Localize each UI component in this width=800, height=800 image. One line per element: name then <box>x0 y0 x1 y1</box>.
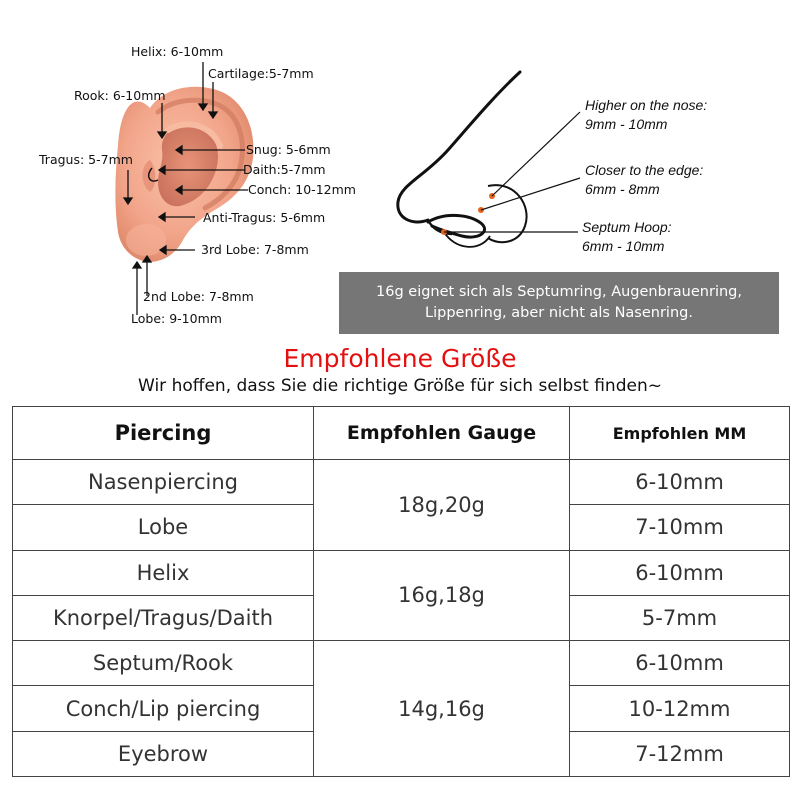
cell-mm: 5-7mm <box>570 595 790 640</box>
cell-gauge-group: 14g,16g <box>314 641 570 777</box>
table-row <box>13 460 790 505</box>
nose-diagram <box>340 0 800 280</box>
cell-piercing: Helix <box>13 550 314 595</box>
page-subtitle: Wir hoffen, dass Sie die richtige Größe für sich selbst finden~ <box>138 376 662 396</box>
cell-piercing: Conch/Lip piercing <box>13 686 314 731</box>
ear-label-conch: Conch: 10-12mm <box>248 182 356 197</box>
nose-label-higher: Higher on the nose: 9mm - 10mm <box>585 97 708 132</box>
size-table <box>12 406 790 777</box>
cell-mm: 10-12mm <box>570 686 790 731</box>
cell-piercing: Nasenpiercing <box>13 460 314 505</box>
page-title: Empfohlene Größe <box>283 344 517 373</box>
cell-mm: 6-10mm <box>570 460 790 505</box>
nose-label-edge: Closer to the edge: 6mm - 8mm <box>585 162 704 197</box>
ear-label-helix: Helix: 6-10mm <box>131 44 224 59</box>
cell-piercing: Knorpel/Tragus/Daith <box>13 595 314 640</box>
nose-profile <box>398 72 520 222</box>
header-mm: Empfohlen MM <box>570 407 790 460</box>
header-piercing: Piercing <box>13 407 314 460</box>
diagram-area <box>0 0 800 340</box>
cell-mm: 7-12mm <box>570 731 790 776</box>
table-row <box>13 550 790 595</box>
cell-mm: 6-10mm <box>570 641 790 686</box>
ear-label-tragus: Tragus: 5-7mm <box>39 152 133 167</box>
cell-gauge-group: 16g,18g <box>314 550 570 641</box>
nose-label-septum: Septum Hoop: 6mm - 10mm <box>582 219 672 254</box>
ear-label-rook: Rook: 6-10mm <box>74 88 166 103</box>
note-line-2: Lippenring, aber nicht als Nasenring. <box>425 305 693 321</box>
ear-label-second-lobe: 2nd Lobe: 7-8mm <box>143 289 254 304</box>
ear-label-lobe: Lobe: 9-10mm <box>131 311 222 326</box>
nostril <box>428 215 485 237</box>
cell-piercing: Eyebrow <box>13 731 314 776</box>
cell-piercing: Lobe <box>13 505 314 550</box>
cell-mm: 7-10mm <box>570 505 790 550</box>
cell-mm: 6-10mm <box>570 550 790 595</box>
ear-label-daith: Daith:5-7mm <box>243 162 326 177</box>
cell-gauge-group: 18g,20g <box>314 460 570 551</box>
note-box <box>339 272 779 334</box>
header-gauge: Empfohlen Gauge <box>314 407 570 460</box>
note-line-1: 16g eignet sich als Septumring, Augenbrauenring, <box>376 284 742 300</box>
ear-label-cartilage: Cartilage:5-7mm <box>208 66 314 81</box>
table-row <box>13 641 790 686</box>
ear-label-anti-tragus: Anti-Tragus: 5-6mm <box>203 210 326 225</box>
ear-label-third-lobe: 3rd Lobe: 7-8mm <box>201 242 309 257</box>
cell-piercing: Septum/Rook <box>13 641 314 686</box>
ear-label-snug: Snug: 5-6mm <box>246 142 331 157</box>
table-header-row <box>13 407 790 460</box>
